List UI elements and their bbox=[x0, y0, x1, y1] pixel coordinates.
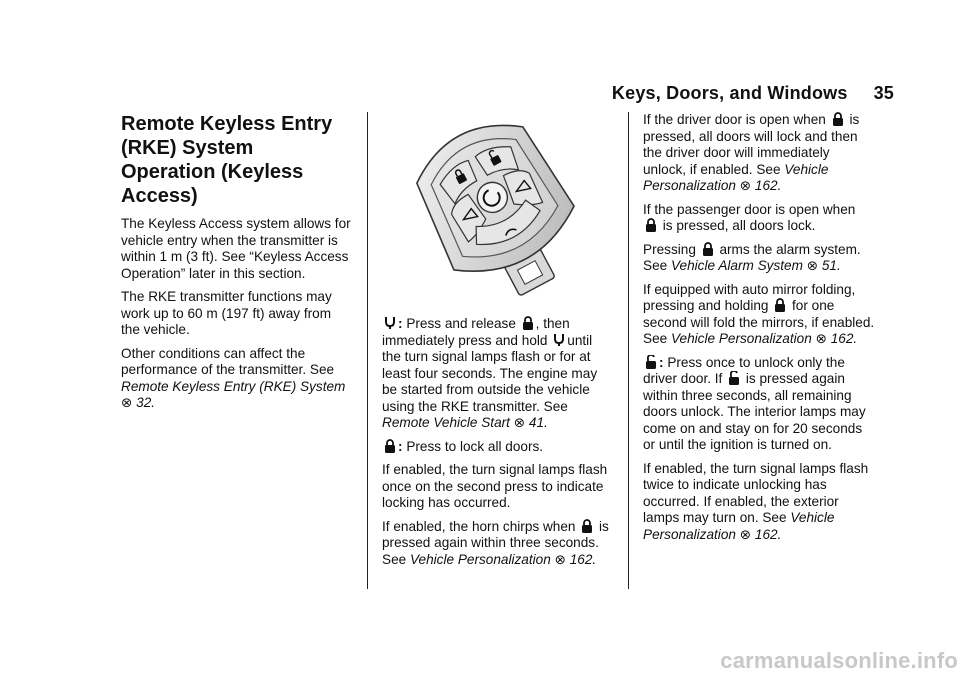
column-divider bbox=[628, 112, 629, 589]
lock-icon bbox=[645, 218, 657, 232]
lock-icon bbox=[581, 519, 593, 533]
page-ref-symbol: ⊗ bbox=[806, 258, 819, 273]
cross-reference-link[interactable]: Vehicle Personalization bbox=[643, 161, 829, 193]
lock-paragraph: : Press to lock all doors. bbox=[382, 439, 612, 456]
section-title: Keys, Doors, and Windows bbox=[611, 83, 848, 103]
paragraph: The Keyless Access system allows for vehicle entry when the transmitter is within 1 m (3 ft). See “Keyless Access Operation” later in this section. bbox=[121, 216, 351, 281]
lock-icon bbox=[522, 316, 534, 330]
unlock-icon bbox=[645, 355, 657, 369]
page-ref: 162. bbox=[754, 526, 782, 542]
column-2 bbox=[382, 316, 612, 575]
page-ref-symbol: ⊗ bbox=[554, 551, 566, 567]
page-ref: 51. bbox=[821, 258, 841, 273]
paragraph: If enabled, the turn signal lamps flash once on the second press to indicate locking has occurred. bbox=[382, 462, 608, 510]
page-ref: 162. bbox=[754, 178, 782, 193]
column-3 bbox=[643, 112, 875, 550]
cross-reference-link[interactable]: Remote Vehicle Start bbox=[382, 415, 510, 430]
page-ref: 41. bbox=[528, 415, 548, 430]
unlock-icon bbox=[728, 371, 740, 385]
page-ref-symbol: ⊗ bbox=[121, 395, 133, 410]
page-ref: 162. bbox=[830, 331, 858, 346]
page-ref-symbol: ⊗ bbox=[815, 331, 827, 346]
paragraph: The RKE transmitter functions may work up to 60 m (197 ft) away from the vehicle. bbox=[121, 289, 332, 337]
page-ref: 32. bbox=[136, 395, 156, 410]
remote-start-icon bbox=[553, 333, 565, 347]
cross-reference-link[interactable]: Vehicle Personalization bbox=[409, 551, 551, 567]
remote-start-icon bbox=[384, 316, 396, 330]
paragraph: Pressing arms the alarm system. See Vehicle Alarm System ⊗ 51. bbox=[643, 241, 861, 273]
key-fob-illustration bbox=[398, 112, 598, 304]
cross-reference-link[interactable]: Vehicle Alarm System bbox=[670, 258, 803, 273]
lock-icon bbox=[832, 112, 844, 126]
column-1 bbox=[121, 112, 353, 419]
lock-icon bbox=[774, 298, 786, 312]
cross-reference-link[interactable]: Vehicle Personalization bbox=[670, 331, 812, 346]
paragraph: If enabled, the horn chirps when is pressed again within three seconds. See Vehicle Personalization ⊗ 162. bbox=[382, 518, 609, 567]
unlock-paragraph: : Press once to unlock only the driver door. If is pressed again within three seconds, all remaining doors unlock. The interior lamps may come on and stay on for 20 seconds or until the ignition is turned on. bbox=[643, 354, 866, 452]
watermark: carmanualsonline.info bbox=[720, 648, 958, 673]
page-header bbox=[612, 83, 894, 104]
page-number: 35 bbox=[873, 83, 894, 103]
column-divider bbox=[367, 112, 368, 589]
cross-reference-link[interactable]: Vehicle Personalization bbox=[643, 510, 835, 542]
lock-icon bbox=[702, 242, 714, 256]
cross-reference-link[interactable]: Remote Keyless Entry (RKE) System bbox=[121, 378, 346, 394]
lock-icon bbox=[384, 439, 396, 453]
paragraph: If the driver door is open when is pressed, all doors will lock and then the driver door will immediately unlock, if enabled. See Vehicle Personalization ⊗ 162. bbox=[643, 112, 860, 193]
page-ref-symbol: ⊗ bbox=[739, 526, 752, 542]
page-ref-symbol: ⊗ bbox=[739, 178, 752, 193]
remote-start-paragraph: : Press and release , then immediately press and hold until the turn signal lamps flash or for at least four seconds. The engine may be started from outside the vehicle using the RKE transmitter. See Remote Vehicle Start ⊗ 41. bbox=[382, 316, 598, 430]
paragraph: If enabled, the turn signal lamps flash twice to indicate unlocking has occurred. If enabled, the exterior lamps may turn on. See Vehicle Personalization ⊗ 162. bbox=[643, 460, 869, 542]
paragraph: If the passenger door is open when is pressed, all doors lock. bbox=[643, 201, 856, 233]
paragraph: Other conditions can affect the performance of the transmitter. See Remote Keyless Entry (RKE) System ⊗ 32. bbox=[121, 345, 346, 410]
page-ref-symbol: ⊗ bbox=[513, 415, 526, 430]
section-heading: Remote Keyless Entry (RKE) System Operation (Keyless Access) bbox=[121, 113, 333, 207]
paragraph: If equipped with auto mirror folding, pressing and holding for one second will fold the mirrors, if enabled. See Vehicle Personalization ⊗ 162. bbox=[643, 281, 875, 346]
page-ref: 162. bbox=[569, 551, 597, 567]
